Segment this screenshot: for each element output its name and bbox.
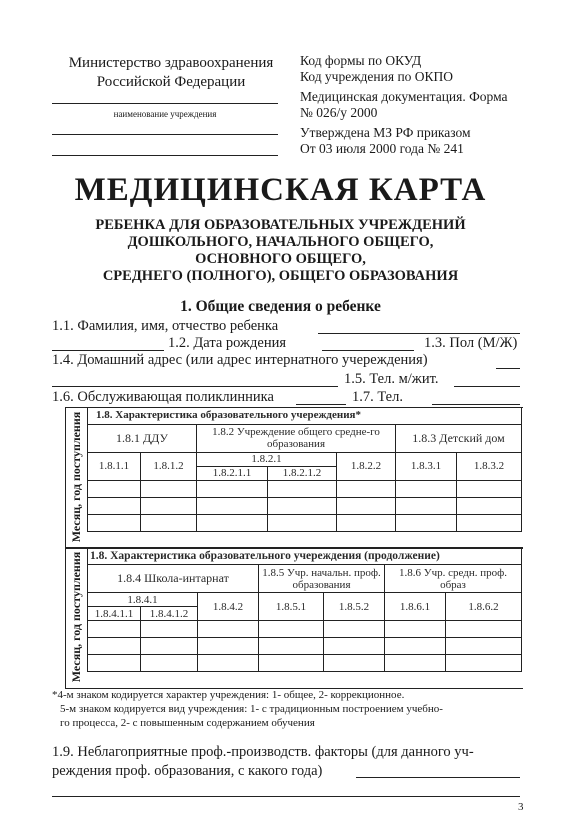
table-row (88, 497, 522, 514)
table-1-col-2: 1.8.1.2 (141, 452, 197, 480)
table-2-col-4: 1.8.5.1 (259, 593, 324, 621)
field-birthdate[interactable] (322, 350, 414, 351)
table-2-side-label: Месяц, год поступления (69, 551, 83, 683)
field-hazards-cont[interactable] (52, 796, 520, 797)
table-1-col-3: 1.8.2.1.1 (197, 466, 268, 480)
field-label-hazards (52, 743, 474, 781)
field-address[interactable] (496, 368, 520, 369)
table-1-col-5: 1.8.2.2 (337, 452, 396, 480)
field-label-clinic-phone: 1.7. Тел. (352, 389, 403, 405)
institution-caption: наименование учреждения (113, 109, 217, 119)
table-2-subgroup: 1.8.4.1 (88, 593, 198, 607)
form-doc-line-1: Медицинская документация. Форма (300, 89, 508, 104)
field-fio-cont[interactable] (52, 350, 164, 351)
field-label-address: 1.4. Домашний адрес (или адрес интернатного учереждения) (52, 352, 428, 368)
table-2-col-3: 1.8.4.2 (198, 593, 259, 621)
subtitle-line-3: ОСНОВНОГО ОБЩЕГО, (195, 251, 366, 267)
table-1-col-6: 1.8.3.1 (396, 452, 457, 480)
form-okud: Код формы по ОКУД (300, 53, 422, 68)
table-row (88, 621, 522, 638)
table-1-col-1: 1.8.1.1 (88, 452, 141, 480)
table-1-subgroup: 1.8.2.1 (197, 452, 337, 466)
table-1 (87, 407, 522, 532)
table-2-group-college: 1.8.6 Учр. средн. проф. образ (385, 565, 522, 593)
table-1-group-ddu: 1.8.1 ДДУ (88, 424, 197, 452)
table-row (88, 655, 522, 672)
field-fio[interactable] (318, 333, 520, 334)
subtitle-line-4: СРЕДНЕГО (ПОЛНОГО), ОБЩЕГО ОБРАЗОВАНИЯ (102, 268, 459, 284)
field-label-sex: 1.3. Пол (М/Ж) (424, 335, 518, 351)
table-1-col-7: 1.8.3.2 (457, 452, 522, 480)
page-number: 3 (518, 801, 524, 813)
form-doc-line-2: № 026/у 2000 (300, 105, 378, 120)
institution-line-3[interactable] (52, 155, 278, 156)
table-2-col-7: 1.8.6.2 (446, 593, 522, 621)
table-2-title: 1.8. Характеристика образовательного учереждения (продолжение) (88, 548, 522, 565)
table-row (88, 514, 522, 531)
table-2-col-1: 1.8.4.1.1 (88, 607, 141, 621)
field-label-birthdate: 1.2. Дата рождения (168, 335, 287, 351)
table-2-col-6: 1.8.6.1 (385, 593, 446, 621)
table-1-side-label: Месяц, год поступления (69, 411, 83, 543)
footnote-2: 5-м знаком кодируется вид учреждения: 1- с традиционным построением учебно- (60, 703, 443, 715)
table-1-group-school: 1.8.2 Учреждение общего средне-го образования (197, 424, 396, 452)
field-clinic[interactable] (296, 404, 346, 405)
hazards-line-2: реждения проф. образования, с какого года) (52, 763, 323, 779)
table-2-group-boarding: 1.8.4 Школа-интарнат (88, 565, 259, 593)
table-2-col-5: 1.8.5.2 (324, 593, 385, 621)
document-title: МЕДИЦИНСКАЯ КАРТА (74, 172, 487, 208)
field-hazards[interactable] (356, 777, 520, 778)
table-1-col-4: 1.8.2.1.2 (268, 466, 337, 480)
section-1-title: 1. Общие сведения о ребенке (180, 298, 381, 315)
form-approved-line-2: От 03 июля 2000 года № 241 (300, 141, 464, 156)
field-phone-home[interactable] (454, 386, 520, 387)
table-1-group-orphanage: 1.8.3 Детский дом (396, 424, 522, 452)
field-clinic-phone[interactable] (432, 404, 520, 405)
table-row (88, 480, 522, 497)
hazards-line-1: 1.9. Неблагоприятные проф.-производств. факторы (для данного уч- (52, 744, 474, 760)
ministry-line-1: Министерство здравоохранения (68, 55, 274, 71)
footnote-1: *4-м знаком кодируется характер учреждения: 1- общее, 2- коррекционное. (52, 689, 405, 701)
document-subtitle (0, 217, 561, 285)
institution-line-2[interactable] (52, 134, 278, 135)
institution-name-line[interactable] (52, 103, 278, 104)
table-2-col-2: 1.8.4.1.2 (141, 607, 198, 621)
form-info (300, 53, 550, 157)
footnotes (52, 688, 532, 730)
field-label-fio: 1.1. Фамилия, имя, отчество ребенка (52, 318, 279, 334)
ministry-line-2: Российской Федерации (96, 74, 246, 90)
table-1-title: 1.8. Характеристика образовательного учереждения* (88, 407, 522, 424)
form-approved-line-1: Утверждена МЗ РФ приказом (300, 125, 471, 140)
form-okpo: Код учреждения по ОКПО (300, 69, 454, 84)
field-address-cont[interactable] (52, 386, 338, 387)
footnote-3: го процесса, 2- с повышенным содержанием обучения (60, 717, 315, 729)
table-2 (87, 547, 522, 672)
ministry-name (52, 54, 290, 92)
subtitle-line-1: РЕБЕНКА ДЛЯ ОБРАЗОВАТЕЛЬНЫХ УЧРЕЖДЕНИЙ (95, 217, 466, 233)
table-2-group-vocational: 1.8.5 Учр. начальн. проф. образования (259, 565, 385, 593)
field-label-phone-home: 1.5. Тел. м/жит. (344, 371, 439, 387)
table-row (88, 638, 522, 655)
field-label-clinic: 1.6. Обслуживающая поликлинника (52, 389, 274, 405)
subtitle-line-2: ДОШКОЛЬНОГО, НАЧАЛЬНОГО ОБЩЕГО, (127, 234, 434, 250)
